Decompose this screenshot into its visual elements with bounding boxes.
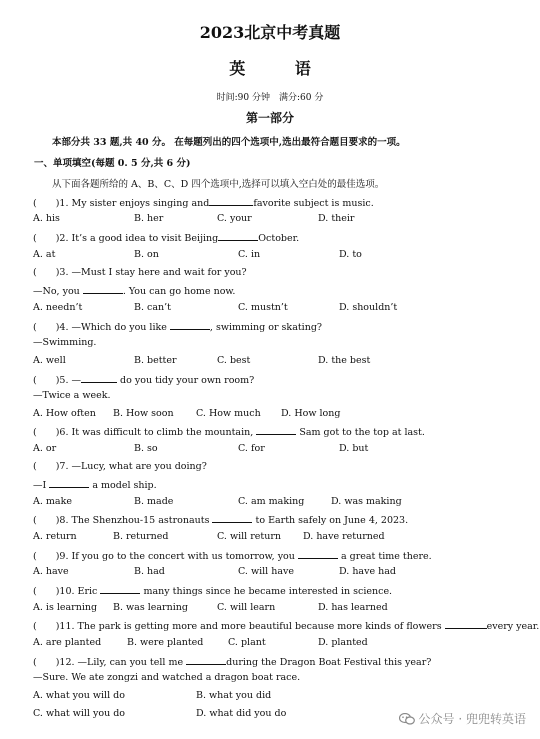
option-a: A. make (33, 496, 72, 507)
option-d: D. How long (281, 408, 341, 419)
option-c: C. will return (217, 531, 281, 542)
answer-blank (209, 196, 253, 206)
question-5-reply: —Twice a week. (33, 390, 111, 401)
time-score-info: 时间:90 分钟 满分:60 分 (216, 93, 324, 103)
option-b: B. was learning (113, 602, 188, 613)
question-2: ( )2. It’s a good idea to visit Beijing October. (33, 233, 300, 244)
option-b: B. How soon (113, 408, 174, 419)
option-c: C. for (238, 443, 265, 454)
option-d: D. but (339, 443, 369, 454)
option-c: C. best (217, 355, 251, 366)
option-c: C. mustn’t (238, 302, 288, 313)
option-a: A. return (33, 531, 77, 542)
question-12-reply: —Sure. We ate zongzi and watched a dragon boat race. (33, 672, 301, 683)
subject-heading: 英 语 (229, 59, 333, 78)
option-d: D. planted (318, 637, 368, 648)
part-heading: 第一部分 (245, 111, 294, 125)
option-a: A. are planted (33, 637, 102, 648)
question-7: ( )7. —Lucy, what are you doing? (33, 461, 207, 472)
answer-blank (83, 284, 123, 294)
question-8: ( )8. The Shenzhou-15 astronauts to Earth safely on June 4, 2023. (33, 515, 409, 526)
question-9: ( )9. If you go to the concert with us tomorrow, you a great time there. (33, 551, 432, 562)
question-10: ( )10. Eric many things since he became interested in science. (33, 586, 393, 597)
option-a: A. at (33, 249, 56, 260)
option-c: C. am making (238, 496, 305, 507)
answer-blank (49, 478, 89, 488)
exam-title: 2023北京中考真题 (199, 23, 341, 42)
option-b: B. so (134, 443, 158, 454)
question-3-reply: —No, you . You can go home now. (33, 286, 236, 297)
option-b: B. can’t (134, 302, 171, 313)
answer-blank (81, 373, 117, 383)
option-a: A. or (33, 443, 57, 454)
section-instruction: 从下面各题所给的 A、B、C、D 四个选项中,选择可以填入空白处的最佳选项。 (52, 179, 385, 190)
option-d: D. to (339, 249, 362, 260)
question-7-reply: —I a model ship. (33, 480, 157, 491)
option-d: D. has learned (318, 602, 388, 613)
option-c: C. what will you do (33, 708, 126, 719)
option-b: B. had (134, 566, 165, 577)
option-c: C. plant (228, 637, 266, 648)
question-1: ( )1. My sister enjoys singing and favorite subject is music. (33, 198, 374, 209)
question-3: ( )3. —Must I stay here and wait for you? (33, 267, 247, 278)
option-d: D. have returned (303, 531, 385, 542)
option-a: A. what you will do (33, 690, 125, 701)
option-a: A. have (33, 566, 69, 577)
option-d: D. what did you do (196, 708, 287, 719)
option-a: A. well (33, 355, 66, 366)
answer-blank (170, 320, 210, 330)
answer-blank (212, 513, 252, 523)
answer-blank (100, 584, 140, 594)
option-d: D. the best (318, 355, 371, 366)
option-a: A. needn’t (33, 302, 83, 313)
option-b: B. were planted (127, 637, 204, 648)
option-b: B. returned (113, 531, 169, 542)
option-b: B. her (134, 213, 164, 224)
option-a: A. How often (33, 408, 96, 419)
option-b: B. better (134, 355, 177, 366)
wechat-icon (399, 713, 415, 725)
question-4: ( )4. —Which do you like , swimming or skating? (33, 322, 323, 333)
option-c: C. will have (238, 566, 295, 577)
answer-blank (256, 425, 296, 435)
option-d: D. was making (331, 496, 402, 507)
question-11: ( )11. The park is getting more and more beautiful because more kinds of flowers every year. (33, 621, 540, 632)
option-c: C. in (238, 249, 261, 260)
option-b: B. made (134, 496, 174, 507)
option-d: D. shouldn’t (339, 302, 398, 313)
section-heading: 一、单项填空(每题 0. 5 分,共 6 分) (34, 158, 191, 169)
question-4-reply: —Swimming. (33, 337, 97, 348)
answer-blank (218, 231, 258, 241)
question-5: ( )5. — do you tidy your own room? (33, 375, 255, 386)
watermark (399, 710, 526, 727)
option-b: B. what you did (196, 690, 272, 701)
answer-blank (186, 655, 226, 665)
option-a: A. his (33, 213, 60, 224)
answer-blank (445, 619, 487, 629)
option-c: C. will learn (217, 602, 276, 613)
answer-blank (298, 549, 338, 559)
part-intro: 本部分共 33 题,共 40 分。 在每题列出的四个选项中,选出最符合题目要求的一项。 (52, 137, 406, 148)
question-6: ( )6. It was difficult to climb the mountain, Sam got to the top at last. (33, 427, 425, 438)
watermark-text: 公众号 · 兜兜转英语 (418, 712, 526, 726)
option-d: D. their (318, 213, 355, 224)
option-c: C. your (217, 213, 252, 224)
option-d: D. have had (339, 566, 396, 577)
option-b: B. on (134, 249, 159, 260)
question-12: ( )12. —Lily, can you tell me during the Dragon Boat Festival this year? (33, 657, 432, 668)
option-a: A. is learning (33, 602, 98, 613)
option-c: C. How much (196, 408, 261, 419)
